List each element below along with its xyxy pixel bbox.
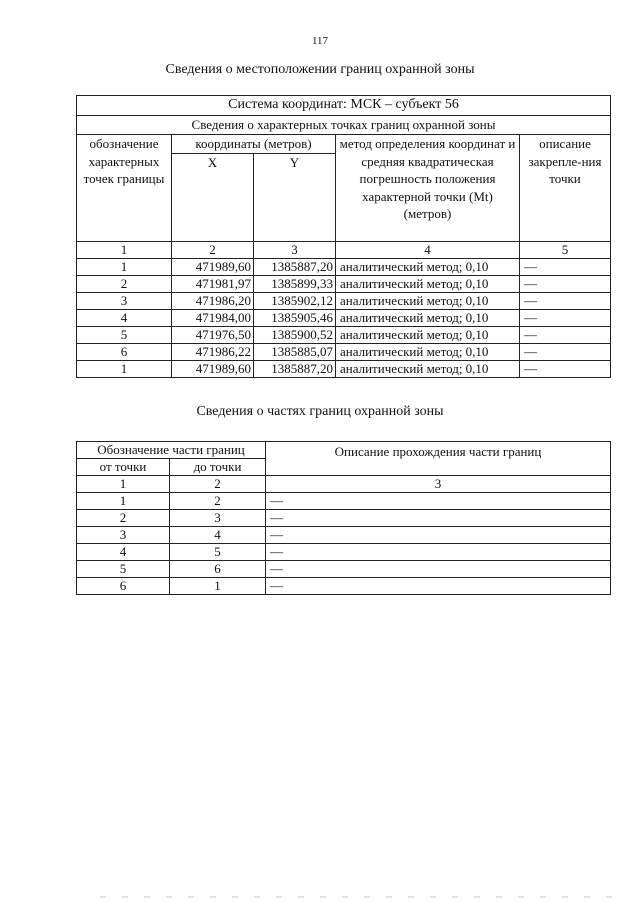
- cell-desc: —: [520, 343, 611, 360]
- table-row: [77, 561, 611, 578]
- col-number: 5: [520, 241, 611, 258]
- col-number: 4: [336, 241, 520, 258]
- table-row: [77, 360, 611, 377]
- cell-x: 471989,60: [172, 258, 254, 275]
- cell-point: 2: [77, 275, 172, 292]
- cell-y: 1385887,20: [254, 360, 336, 377]
- cell-from: 6: [77, 578, 170, 595]
- col-number: 1: [77, 476, 170, 493]
- cell-desc: —: [266, 493, 611, 510]
- cell-x: 471986,20: [172, 292, 254, 309]
- cell-desc: —: [520, 258, 611, 275]
- cell-y: 1385902,12: [254, 292, 336, 309]
- table-row: [77, 309, 611, 326]
- scan-artifact: [100, 896, 620, 898]
- table-row: [77, 326, 611, 343]
- header-method: метод определения координат и средняя квадратическая погрешность положения характерной точки (Mt) (метров): [336, 135, 520, 242]
- header-y: Y: [254, 153, 336, 241]
- table-row: [77, 510, 611, 527]
- cell-desc: —: [520, 326, 611, 343]
- cell-desc: —: [520, 309, 611, 326]
- page-number: 117: [311, 35, 329, 47]
- cell-method: аналитический метод; 0,10: [336, 360, 520, 377]
- table-row: [77, 292, 611, 309]
- cell-x: 471989,60: [172, 360, 254, 377]
- cell-y: 1385885,07: [254, 343, 336, 360]
- cell-to: 5: [170, 544, 266, 561]
- boundary-points-table: [76, 95, 611, 378]
- cell-y: 1385887,20: [254, 258, 336, 275]
- cell-from: 3: [77, 527, 170, 544]
- header-part-designation: Обозначение части границ: [77, 442, 266, 459]
- col-number: 2: [172, 241, 254, 258]
- cell-desc: —: [266, 527, 611, 544]
- header-point: обозначение характерных точек границы: [77, 135, 172, 242]
- table-row: [77, 493, 611, 510]
- boundary-parts-table: [76, 441, 611, 595]
- cell-point: 6: [77, 343, 172, 360]
- cell-point: 4: [77, 309, 172, 326]
- section1-title: Сведения о местоположении границ охранной зоны: [165, 62, 475, 77]
- header-from: от точки: [77, 459, 170, 476]
- cell-to: 3: [170, 510, 266, 527]
- cell-to: 1: [170, 578, 266, 595]
- cell-x: 471984,00: [172, 309, 254, 326]
- cell-point: 1: [77, 360, 172, 377]
- section2-title: Сведения о частях границ охранной зоны: [196, 404, 444, 419]
- cell-to: 2: [170, 493, 266, 510]
- table-row: [77, 527, 611, 544]
- header-to: до точки: [170, 459, 266, 476]
- table-row: [77, 275, 611, 292]
- cell-method: аналитический метод; 0,10: [336, 326, 520, 343]
- coordinate-system: Система координат: МСК – субъект 56: [77, 96, 611, 116]
- cell-x: 471981,97: [172, 275, 254, 292]
- cell-from: 5: [77, 561, 170, 578]
- col-number: 3: [266, 476, 611, 493]
- cell-desc: —: [520, 292, 611, 309]
- cell-desc: —: [520, 360, 611, 377]
- cell-desc: —: [520, 275, 611, 292]
- cell-y: 1385900,52: [254, 326, 336, 343]
- table-row: [77, 258, 611, 275]
- cell-from: 4: [77, 544, 170, 561]
- cell-y: 1385899,33: [254, 275, 336, 292]
- cell-from: 1: [77, 493, 170, 510]
- cell-desc: —: [266, 578, 611, 595]
- cell-from: 2: [77, 510, 170, 527]
- cell-desc: —: [266, 561, 611, 578]
- cell-y: 1385905,46: [254, 309, 336, 326]
- cell-method: аналитический метод; 0,10: [336, 309, 520, 326]
- cell-x: 471986,22: [172, 343, 254, 360]
- table-row: [77, 544, 611, 561]
- table-row: [77, 578, 611, 595]
- cell-x: 471976,50: [172, 326, 254, 343]
- cell-method: аналитический метод; 0,10: [336, 343, 520, 360]
- table-subtitle: Сведения о характерных точках границ охранной зоны: [77, 116, 611, 135]
- cell-desc: —: [266, 510, 611, 527]
- header-desc: описание закрепле-ния точки: [520, 135, 611, 242]
- col-number: 3: [254, 241, 336, 258]
- cell-point: 5: [77, 326, 172, 343]
- cell-method: аналитический метод; 0,10: [336, 275, 520, 292]
- cell-to: 6: [170, 561, 266, 578]
- cell-point: 1: [77, 258, 172, 275]
- col-number: 2: [170, 476, 266, 493]
- header-x: X: [172, 153, 254, 241]
- cell-to: 4: [170, 527, 266, 544]
- table-row: [77, 343, 611, 360]
- cell-point: 3: [77, 292, 172, 309]
- header-description: Описание прохождения части границ: [266, 442, 611, 476]
- cell-desc: —: [266, 544, 611, 561]
- cell-method: аналитический метод; 0,10: [336, 258, 520, 275]
- header-coords: координаты (метров): [172, 135, 336, 154]
- cell-method: аналитический метод; 0,10: [336, 292, 520, 309]
- col-number: 1: [77, 241, 172, 258]
